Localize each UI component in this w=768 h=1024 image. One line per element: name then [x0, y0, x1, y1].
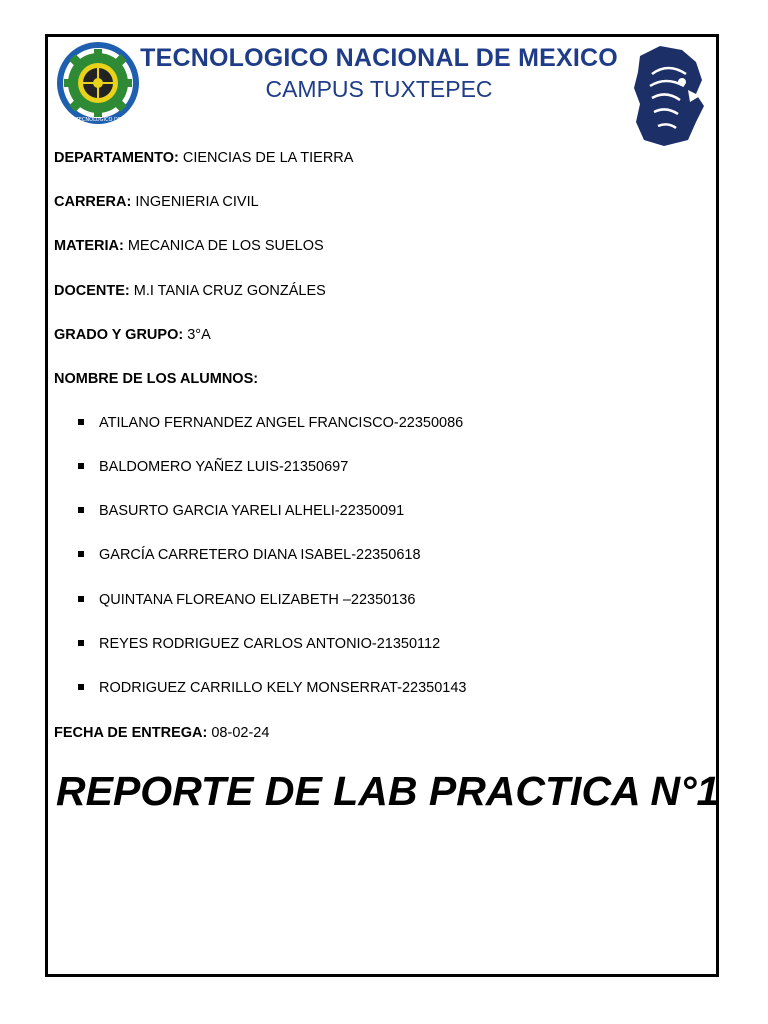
bullet-icon — [78, 419, 84, 425]
bullet-icon — [78, 640, 84, 646]
field-label: DOCENTE: — [54, 283, 130, 299]
field-value: MECANICA DE LOS SUELOS — [127, 238, 324, 254]
student-list-item — [78, 636, 440, 652]
bullet-icon — [78, 684, 84, 690]
bullet-icon — [78, 551, 84, 557]
field-label: DEPARTAMENTO: — [54, 150, 179, 166]
field-value: M.I TANIA CRUZ GONZÁLES — [133, 283, 326, 299]
bullet-icon — [78, 596, 84, 602]
field-value: 3°A — [187, 327, 211, 343]
field-label: NOMBRE DE LOS ALUMNOS: — [54, 371, 259, 387]
student-name: RODRIGUEZ CARRILLO KELY MONSERRAT-22350143 — [99, 680, 467, 696]
student-name: QUINTANA FLOREANO ELIZABETH –22350136 — [99, 592, 416, 608]
seal-text: INSTITUTO TECNOLOGICO DE TUXTEPEC — [47, 117, 149, 123]
field-label: CARRERA: — [54, 194, 132, 210]
student-list-item — [78, 547, 421, 563]
tec-tuxtepec-seal-logo — [47, 40, 149, 126]
field-fecha-entrega — [54, 725, 269, 741]
field-carrera — [54, 194, 259, 210]
student-list-item — [78, 459, 348, 475]
student-list-item — [78, 415, 463, 431]
field-value: 08-02-24 — [211, 725, 270, 741]
student-list-item — [78, 592, 415, 608]
bullet-icon — [78, 507, 84, 513]
field-value: CIENCIAS DE LA TIERRA — [182, 150, 354, 166]
student-name: GARCÍA CARRETERO DIANA ISABEL-22350618 — [99, 547, 421, 563]
student-list-item — [78, 503, 404, 519]
student-list-item — [78, 680, 466, 696]
field-materia — [54, 238, 324, 254]
report-title: REPORTE DE LAB PRACTICA N°1 — [56, 768, 720, 814]
field-docente — [54, 283, 326, 299]
field-label: MATERIA: — [54, 238, 124, 254]
campus-subtitle: CAMPUS TUXTEPEC — [265, 76, 493, 102]
tecnm-eagle-logo — [630, 44, 706, 148]
field-label: GRADO Y GRUPO: — [54, 327, 184, 343]
bullet-icon — [78, 463, 84, 469]
student-name: BASURTO GARCIA YARELI ALHELI-22350091 — [99, 503, 405, 519]
student-name: REYES RODRIGUEZ CARLOS ANTONIO-21350112 — [99, 636, 441, 652]
student-name: ATILANO FERNANDEZ ANGEL FRANCISCO-22350086 — [99, 415, 464, 431]
student-name: BALDOMERO YAÑEZ LUIS-21350697 — [99, 459, 349, 475]
field-value: INGENIERIA CIVIL — [135, 194, 259, 210]
field-departamento — [54, 150, 353, 166]
field-grado-grupo — [54, 327, 211, 343]
institution-title: TECNOLOGICO NACIONAL DE MEXICO — [140, 44, 618, 72]
field-alumnos — [54, 371, 258, 387]
field-label: FECHA DE ENTREGA: — [54, 725, 208, 741]
